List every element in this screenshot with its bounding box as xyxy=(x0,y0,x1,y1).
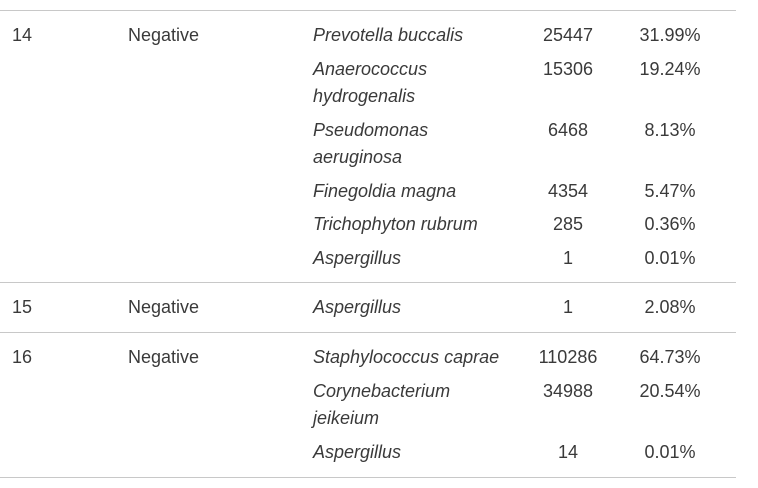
organism-name: Trichophyton rubrum xyxy=(313,214,478,234)
read-count: 15306 xyxy=(542,59,594,79)
read-percent: 0.01% xyxy=(644,442,696,462)
read-percent: 20.54% xyxy=(639,381,701,401)
read-count: 1 xyxy=(562,297,573,317)
read-count: 34988 xyxy=(542,381,594,401)
organism-name: Prevotella buccalis xyxy=(313,25,464,45)
test-result: Negative xyxy=(128,297,200,317)
organism-name: Aspergillus xyxy=(313,248,402,268)
read-percent: 8.13% xyxy=(644,120,696,140)
read-percent: 19.24% xyxy=(639,59,701,79)
read-count: 14 xyxy=(557,442,579,462)
read-count: 285 xyxy=(552,214,584,234)
test-result: Negative xyxy=(128,25,200,45)
organism-name: Anaerococcus hydrogenalis xyxy=(313,59,428,106)
read-count: 25447 xyxy=(542,25,594,45)
read-percent: 0.36% xyxy=(644,214,696,234)
test-result: Negative xyxy=(128,347,200,367)
case-number: 16 xyxy=(12,347,33,367)
read-percent: 5.47% xyxy=(644,181,696,201)
organism-name: Finegoldia magna xyxy=(313,181,457,201)
read-percent: 0.01% xyxy=(644,248,696,268)
read-count: 1 xyxy=(562,248,573,268)
table-rule xyxy=(0,332,736,333)
read-count: 110286 xyxy=(538,347,598,367)
table-rule-top xyxy=(0,10,736,11)
organism-name: Pseudomonas aeruginosa xyxy=(313,120,429,167)
read-count: 6468 xyxy=(547,120,589,140)
table-rule xyxy=(0,282,736,283)
table-rule-bottom xyxy=(0,477,736,478)
read-percent: 31.99% xyxy=(639,25,701,45)
case-number: 14 xyxy=(12,25,33,45)
read-count: 4354 xyxy=(547,181,589,201)
organism-name: Aspergillus xyxy=(313,442,402,462)
case-number: 15 xyxy=(12,297,33,317)
organism-name: Staphylococcus caprae xyxy=(313,347,500,367)
organism-name: Corynebacterium jeikeium xyxy=(313,381,451,428)
organism-name: Aspergillus xyxy=(313,297,402,317)
read-percent: 64.73% xyxy=(639,347,701,367)
read-percent: 2.08% xyxy=(644,297,696,317)
